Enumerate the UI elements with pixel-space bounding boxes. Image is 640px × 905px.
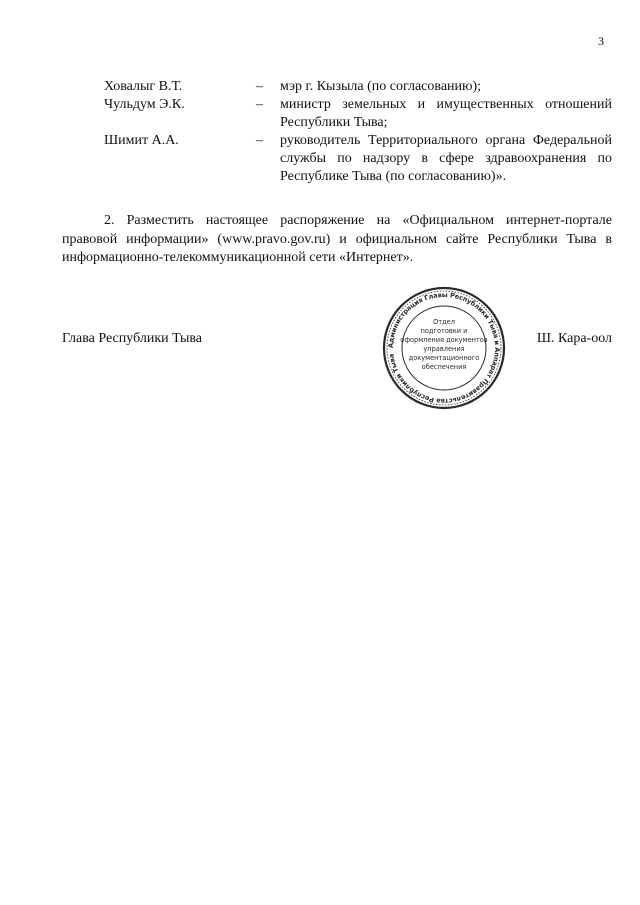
signer-name: Ш. Кара-оол [536, 331, 612, 346]
seal-center-line: управления [423, 345, 465, 353]
seal-graphic [374, 286, 514, 410]
seal-ring-textpath: Администрация Главы Республики Тыва и Аппарат Правительства Республики Тыва [386, 290, 502, 406]
member-dash: – [256, 79, 263, 94]
seal-center-line: обеспечения [421, 363, 467, 371]
member-name: Ховалыг В.Т. [104, 79, 183, 94]
member-role: министр земельных и имущественных отношений Республики Тыва; [280, 97, 612, 130]
member-role: мэр г. Кызыла (по согласованию); [280, 79, 482, 94]
signer-title: Глава Республики Тыва [62, 331, 203, 346]
member-row [104, 132, 612, 186]
official-seal [374, 286, 514, 410]
seal-center-line: Отдел [433, 318, 455, 326]
member-role: руководитель Территориального органа Федеральной службы по надзору в сфере здравоохранения по Республике Тыва (по согласованию)». [280, 133, 612, 184]
page-number: 3 [598, 34, 604, 48]
member-dash: – [256, 97, 263, 112]
seal-center-line: документационного [408, 354, 480, 362]
member-row [104, 78, 612, 96]
member-dash: – [256, 133, 263, 148]
seal-center-line: подготовки и [420, 327, 468, 335]
seal-center-line: оформления документов [400, 336, 488, 344]
member-name: Шимит А.А. [104, 133, 179, 148]
member-row [104, 96, 612, 132]
member-name: Чульдум Э.К. [104, 97, 185, 112]
member-list [104, 78, 612, 186]
paragraph-item-2: 2. Разместить настоящее распоряжение на «Официальном интернет-портале правовой информации» (www.pravo.gov.ru) и официальном сайте Республики Тыва в информационно-телекоммуникационной сети «Интернет». [62, 213, 612, 265]
signature-block [62, 330, 612, 350]
